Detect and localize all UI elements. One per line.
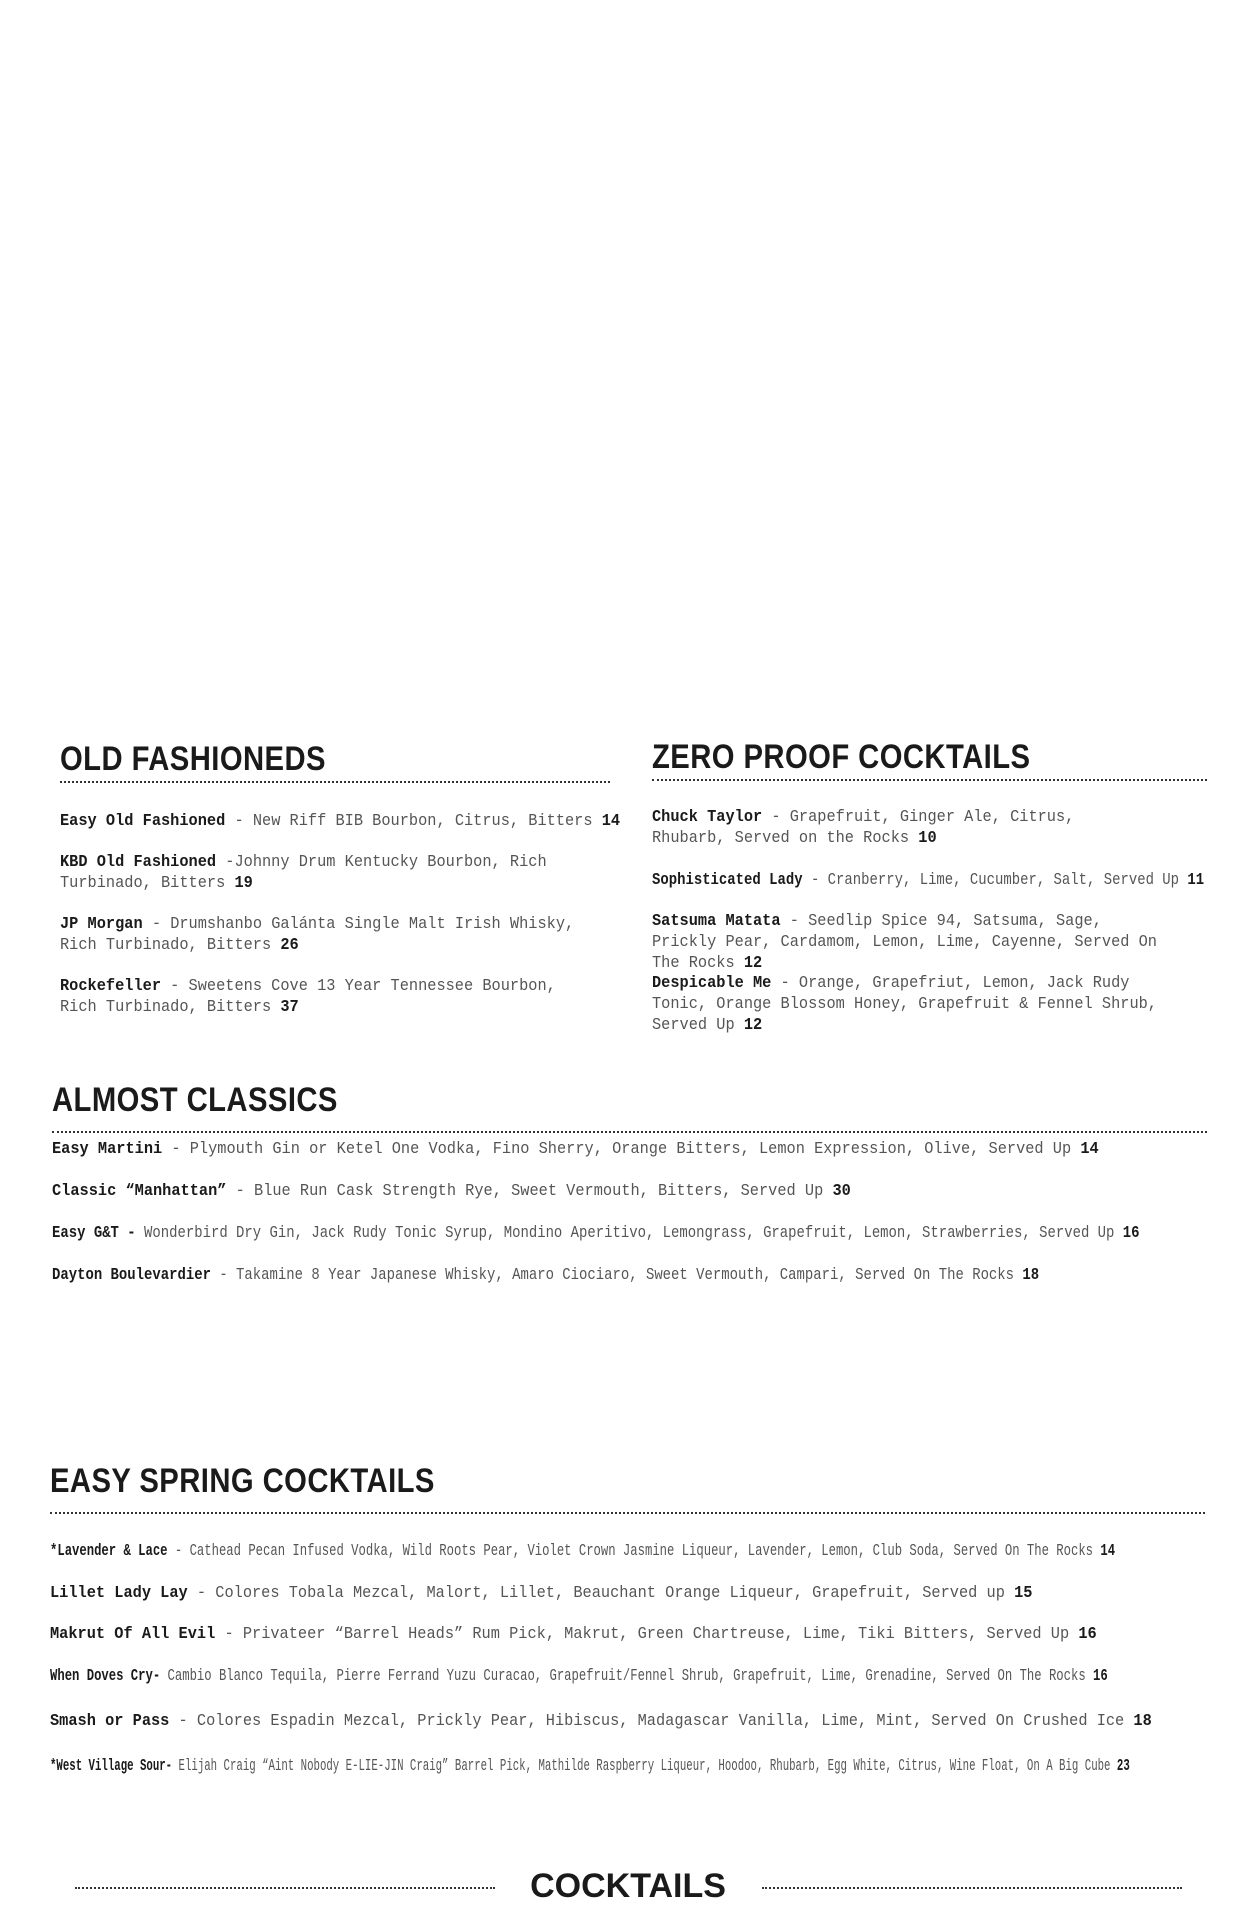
item-desc: Wonderbird Dry Gin, Jack Rudy Tonic Syrup, Mondino Aperitivo, Lemongrass, Grapefruit, Lemon, Strawberries, Served Up bbox=[144, 1224, 1115, 1243]
divider bbox=[652, 779, 1207, 781]
item-name: JP Morgan bbox=[60, 915, 143, 934]
divider bbox=[50, 1512, 1205, 1514]
section-title: COCKTAILS bbox=[530, 1867, 726, 1905]
item-desc: Elijah Craig “Aint Nobody E-LIE-JIN Craig” Barrel Pick, Mathilde Raspberry Liqueur, Hoodoo, Rhubarb, Egg White, Citrus, Wine Float, On A Big Cube bbox=[178, 1757, 1111, 1776]
divider bbox=[52, 1131, 1207, 1133]
item-separator: - bbox=[802, 871, 828, 890]
item-name: Satsuma Matata bbox=[652, 912, 781, 931]
item-separator: - bbox=[225, 812, 253, 831]
item-desc: Cambio Blanco Tequila, Pierre Ferrand Yuzu Curacao, Grapefruit/Fennel Shrub, Grapefruit, Lime, Grenadine, Served On The Rocks bbox=[167, 1667, 1086, 1686]
item-desc: Drumshanbo Galánta Single Malt Irish Whisky, Rich Turbinado, Bitters bbox=[60, 915, 575, 955]
item-price: 19 bbox=[234, 874, 253, 893]
item-name: Despicable Me bbox=[652, 974, 772, 993]
item-separator: - bbox=[160, 977, 189, 996]
item-desc: Takamine 8 Year Japanese Whisky, Amaro Ciociaro, Sweet Vermouth, Campari, Served On The Rocks bbox=[236, 1266, 1015, 1285]
item-desc: Seedlip Spice 94, Satsuma, Sage, Prickly Pear, Cardamom, Lemon, Lime, Cayenne, Served On The Rocks bbox=[652, 912, 1157, 973]
item-name: Lillet Lady Lay bbox=[50, 1584, 188, 1603]
divider bbox=[60, 781, 610, 783]
menu-item bbox=[652, 807, 1147, 849]
item-desc: New Riff BIB Bourbon, Citrus, Bitters bbox=[252, 812, 593, 831]
item-price: 37 bbox=[280, 998, 299, 1017]
item-separator: - bbox=[780, 912, 809, 931]
item-separator: - bbox=[162, 1140, 190, 1159]
item-price: 14 bbox=[601, 812, 621, 831]
menu-item bbox=[60, 976, 582, 1018]
item-desc: Sweetens Cove 13 Year Tennessee Bourbon, Rich Turbinado, Bitters bbox=[60, 977, 556, 1017]
menu-item bbox=[50, 1541, 1115, 1562]
item-name: Smash or Pass bbox=[50, 1712, 170, 1731]
item-price: 11 bbox=[1187, 871, 1205, 890]
section-title: OLD FASHIONEDS bbox=[60, 740, 326, 778]
item-desc: Privateer “Barrel Heads” Rum Pick, Makrut, Green Chartreuse, Lime, Tiki Bitters, Served Up bbox=[242, 1625, 1070, 1644]
menu-item bbox=[50, 1711, 1152, 1732]
item-separator: - bbox=[226, 1182, 255, 1201]
item-name: Easy G&T - bbox=[52, 1224, 136, 1243]
item-name: Classic “Manhattan” bbox=[52, 1182, 227, 1201]
menu-item bbox=[652, 973, 1163, 1036]
menu-item bbox=[52, 1223, 1140, 1244]
section-title: EASY SPRING COCKTAILS bbox=[50, 1462, 435, 1500]
item-price: 12 bbox=[743, 954, 763, 973]
item-name: Easy Old Fashioned bbox=[60, 812, 226, 831]
item-price: 10 bbox=[918, 829, 937, 848]
item-desc: Cranberry, Lime, Cucumber, Salt, Served Up bbox=[827, 871, 1180, 890]
menu-item bbox=[50, 1756, 1130, 1777]
section-title: ALMOST CLASSICS bbox=[52, 1081, 338, 1119]
item-desc: Orange, Grapefriut, Lemon, Jack Rudy Tonic, Orange Blossom Honey, Grapefruit & Fennel Shrub, Served Up bbox=[652, 974, 1157, 1035]
menu-item bbox=[652, 911, 1161, 974]
menu-item bbox=[60, 811, 620, 832]
item-price: 18 bbox=[1133, 1712, 1152, 1731]
item-price: 16 bbox=[1078, 1625, 1097, 1644]
item-price: 14 bbox=[1080, 1140, 1099, 1159]
item-separator: - bbox=[167, 1542, 190, 1561]
menu-item bbox=[52, 1139, 1099, 1160]
menu-item bbox=[60, 914, 609, 956]
item-desc: Blue Run Cask Strength Rye, Sweet Vermouth, Bitters, Served Up bbox=[254, 1182, 824, 1201]
item-desc: Colores Tobala Mezcal, Malort, Lillet, Beauchant Orange Liqueur, Grapefruit, Served up bbox=[215, 1584, 1005, 1603]
item-name: *West Village Sour- bbox=[50, 1757, 173, 1776]
item-desc: Cathead Pecan Infused Vodka, Wild Roots Pear, Violet Crown Jasmine Liqueur, Lavender, Lemon, Club Soda, Served On The Rocks bbox=[189, 1542, 1094, 1561]
item-separator: - bbox=[215, 1625, 243, 1644]
item-price: 23 bbox=[1116, 1757, 1130, 1776]
item-name: Easy Martini bbox=[52, 1140, 163, 1159]
item-separator: - bbox=[169, 1712, 197, 1731]
item-name: Rockefeller bbox=[60, 977, 161, 996]
item-separator: - bbox=[771, 974, 799, 993]
item-price: 18 bbox=[1022, 1266, 1040, 1285]
item-desc: Johnny Drum Kentucky Bourbon, Rich Turbinado, Bitters bbox=[60, 853, 547, 893]
menu-item bbox=[60, 852, 600, 894]
item-desc: Colores Espadin Mezcal, Prickly Pear, Hibiscus, Madagascar Vanilla, Lime, Mint, Served On Crushed Ice bbox=[196, 1712, 1125, 1731]
item-name: Chuck Taylor bbox=[652, 808, 763, 827]
menu-item bbox=[50, 1624, 1097, 1645]
item-price: 15 bbox=[1014, 1584, 1033, 1603]
item-separator bbox=[136, 1224, 144, 1243]
menu-item bbox=[52, 1181, 851, 1202]
item-separator: - bbox=[210, 1266, 237, 1285]
item-price: 16 bbox=[1093, 1667, 1108, 1686]
item-separator: - bbox=[142, 915, 171, 934]
item-price: 26 bbox=[280, 936, 299, 955]
menu-item bbox=[652, 870, 1204, 891]
item-separator: - bbox=[762, 808, 790, 827]
item-name: Sophisticated Lady bbox=[652, 871, 803, 890]
section-title: ZERO PROOF COCKTAILS bbox=[652, 738, 1031, 776]
item-name: When Doves Cry- bbox=[50, 1667, 161, 1686]
item-price: 14 bbox=[1100, 1542, 1116, 1561]
item-separator: - bbox=[187, 1584, 216, 1603]
item-desc: Grapefruit, Ginger Ale, Citrus, Rhubarb, Served on the Rocks bbox=[652, 808, 1075, 848]
divider-right bbox=[762, 1887, 1182, 1889]
item-name: *Lavender & Lace bbox=[50, 1542, 168, 1561]
item-price: 16 bbox=[1122, 1224, 1140, 1243]
item-price: 12 bbox=[743, 1016, 763, 1035]
menu-item bbox=[50, 1583, 1032, 1604]
item-desc: Plymouth Gin or Ketel One Vodka, Fino Sherry, Orange Bitters, Lemon Expression, Olive, Served Up bbox=[189, 1140, 1072, 1159]
menu-item bbox=[50, 1666, 1108, 1687]
item-name: Dayton Boulevardier bbox=[52, 1266, 211, 1285]
item-price: 30 bbox=[832, 1182, 851, 1201]
menu-item bbox=[52, 1265, 1039, 1286]
item-separator: - bbox=[216, 853, 235, 872]
item-name: KBD Old Fashioned bbox=[60, 853, 217, 872]
item-name: Makrut Of All Evil bbox=[50, 1625, 216, 1644]
